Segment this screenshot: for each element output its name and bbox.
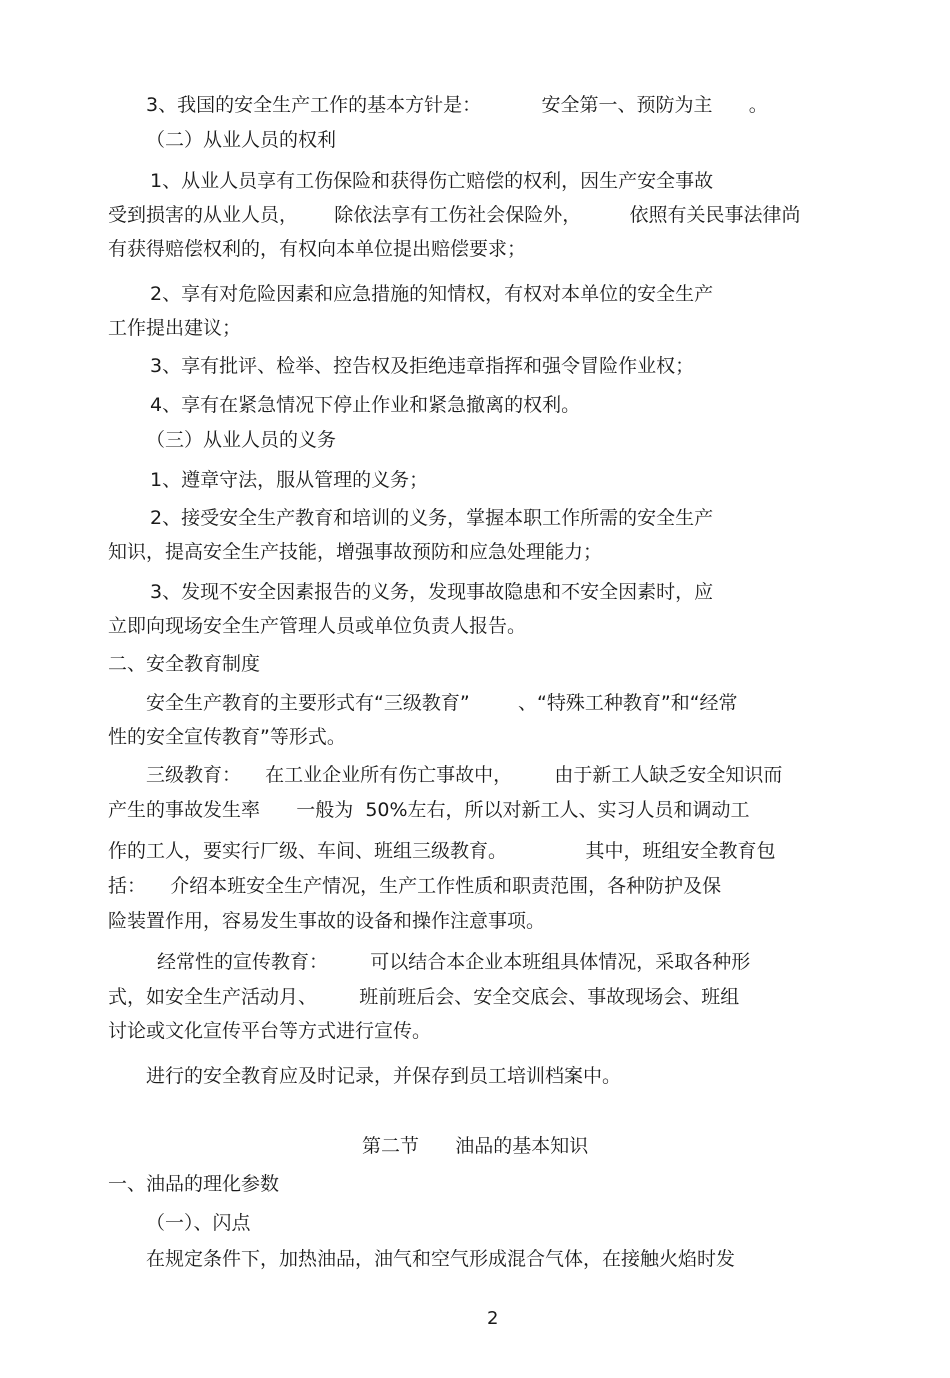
- section-heading: 二、安全教育制度: [108, 653, 261, 675]
- text-line: 4、享有在紧急情况下停止作业和紧急撤离的权利。: [150, 394, 581, 416]
- text-line: 2、享有对危险因素和应急措施的知情权，有权对本单位的安全生产: [150, 283, 714, 305]
- text-line: 产生的事故发生率 一般为 50%左右，所以对新工人、实习人员和调动工: [108, 799, 750, 821]
- text-line: 式，如安全生产活动月、 班前班后会、安全交底会、事故现场会、班组: [108, 986, 740, 1008]
- text-line: 进行的安全教育应及时记录，并保存到员工培训档案中。: [146, 1065, 622, 1087]
- text-line: （二）从业人员的权利: [146, 129, 337, 151]
- text-line: 安全生产教育的主要形式有“三级教育” 、“特殊工种教育”和“经常: [146, 692, 738, 714]
- text-line: 3、发现不安全因素报告的义务，发现事故隐患和不安全因素时，应: [150, 581, 714, 603]
- text-line: 2、接受安全生产教育和培训的义务，掌握本职工作所需的安全生产: [150, 507, 714, 529]
- text-line: 三级教育： 在工业企业所有伤亡事故中， 由于新工人缺乏安全知识而: [146, 764, 783, 786]
- text-line: 作的工人，要实行厂级、车间、班组三级教育。 其中，班组安全教育包: [108, 840, 776, 862]
- text-line: 1、遵章守法，服从管理的义务；: [150, 469, 429, 491]
- subsection-heading: （一）、闪点: [146, 1212, 251, 1234]
- chapter-section-title: 第二节 油品的基本知识: [362, 1135, 589, 1157]
- text-line: 工作提出建议；: [108, 317, 242, 339]
- text-line: 括： 介绍本班安全生产情况，生产工作性质和职责范围，各种防护及保: [108, 875, 722, 897]
- text-line: 3、享有批评、检举、控告权及拒绝违章指挥和强令冒险作业权；: [150, 355, 695, 377]
- text-line: 经常性的宣传教育： 可以结合本企业本班组具体情况，采取各种形: [157, 951, 751, 973]
- text-line: 1、从业人员享有工伤保险和获得伤亡赔偿的权利，因生产安全事故: [150, 170, 714, 192]
- text-line: 有获得赔偿权利的，有权向本单位提出赔偿要求；: [108, 238, 527, 260]
- section-heading: 一、油品的理化参数: [108, 1173, 280, 1195]
- text-line: 在规定条件下，加热油品，油气和空气形成混合气体，在接触火焰时发: [146, 1248, 736, 1270]
- page-number: 2: [487, 1308, 499, 1329]
- text-line: （三）从业人员的义务: [146, 429, 337, 451]
- text-line: 性的安全宣传教育”等形式。: [108, 726, 346, 748]
- text-line: 险装置作用，容易发生事故的设备和操作注意事项。: [108, 910, 546, 932]
- text-line: 讨论或文化宣传平台等方式进行宣传。: [108, 1020, 432, 1042]
- text-line: 立即向现场安全生产管理人员或单位负责人报告。: [108, 615, 527, 637]
- text-line: 3、我国的安全生产工作的基本方针是： 安全第一、预防为主 。: [146, 94, 768, 116]
- text-line: 知识，提高安全生产技能，增强事故预防和应急处理能力；: [108, 541, 603, 563]
- text-line: 受到损害的从业人员， 除依法享有工伤社会保险外， 依照有关民事法律尚: [108, 204, 801, 226]
